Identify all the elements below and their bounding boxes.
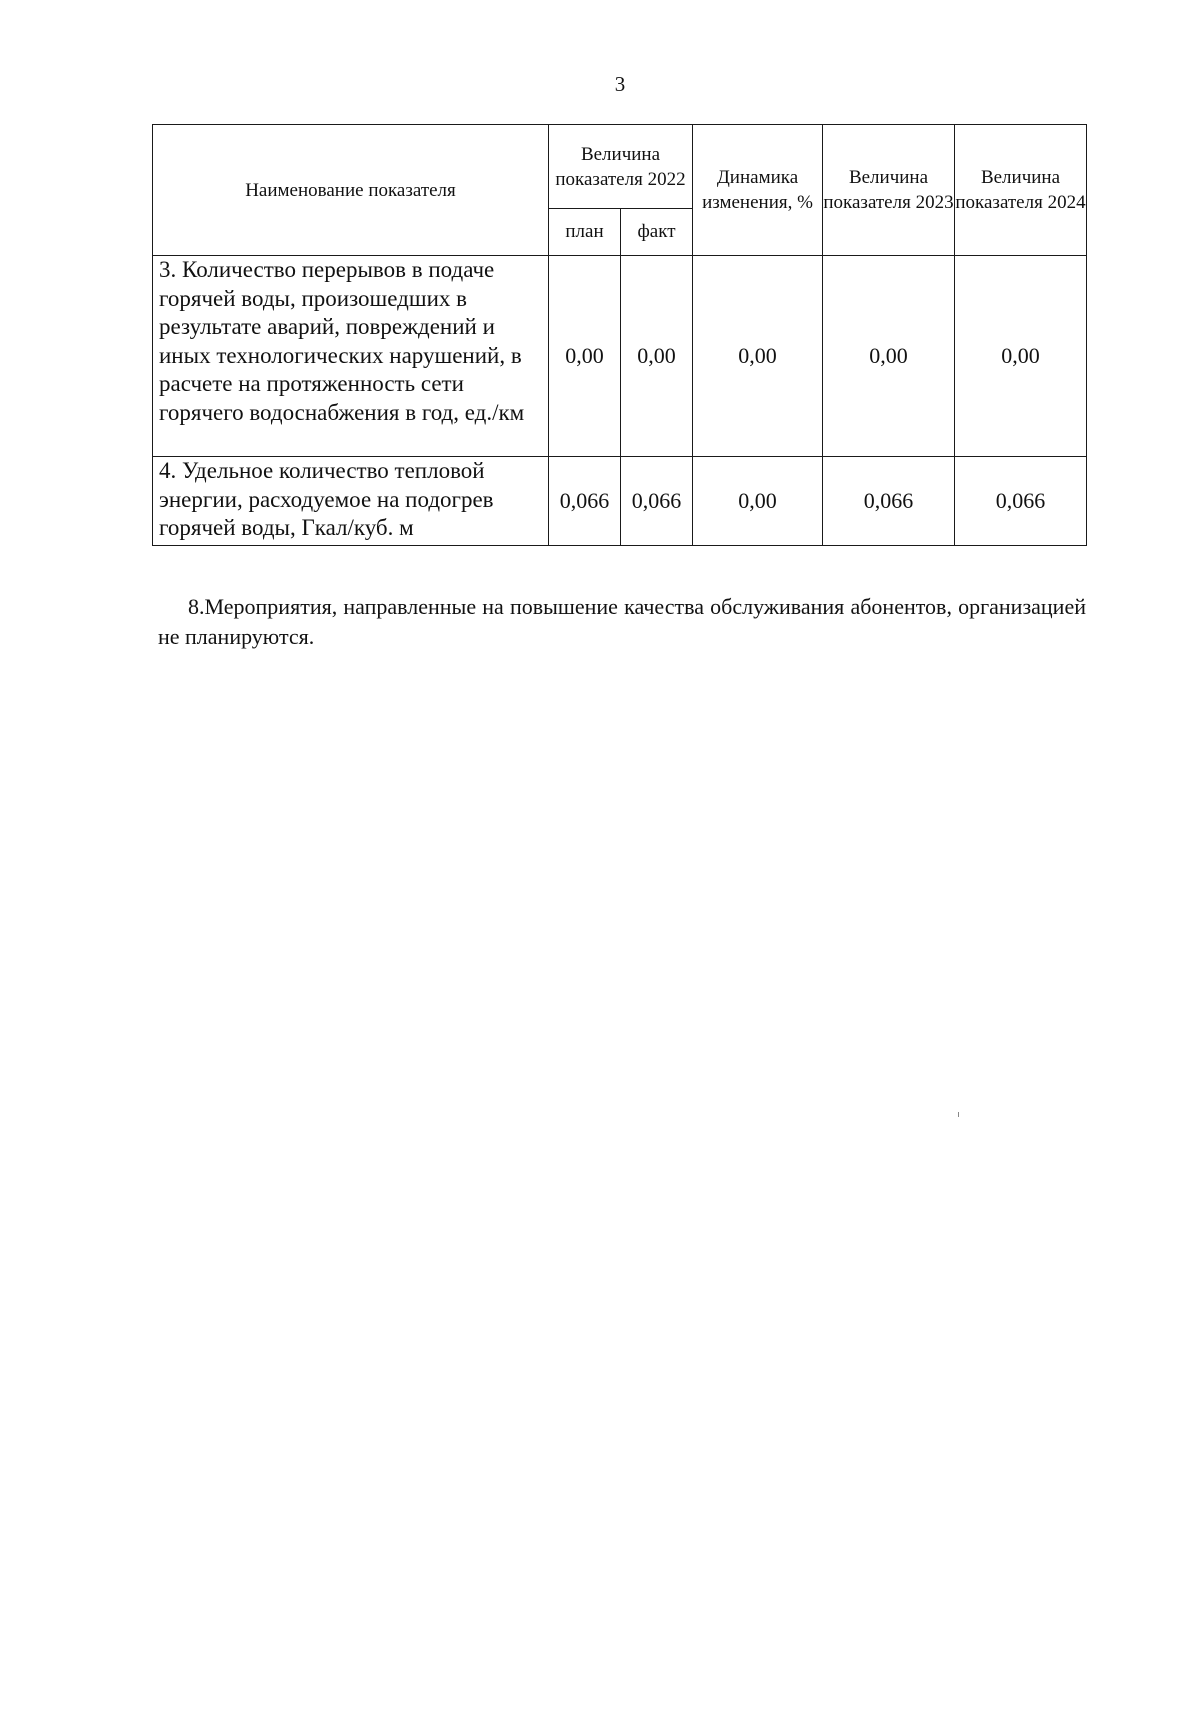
header-value-2022: Величина показателя 2022: [549, 125, 693, 209]
row-4-plan-2022: 0,066: [549, 457, 621, 546]
page-number: 3: [614, 72, 626, 96]
header-plan: план: [549, 209, 621, 256]
row-3-plan-2022: 0,00: [549, 256, 621, 457]
scan-speck: [958, 1112, 959, 1117]
row-4-value-2024: 0,066: [955, 457, 1087, 546]
table-row: [153, 256, 1087, 457]
header-fact: факт: [621, 209, 693, 256]
header-value-2023: Величина показателя 2023: [823, 125, 955, 256]
table-header-row: [153, 125, 1087, 209]
row-4-value-2023: 0,066: [823, 457, 955, 546]
row-4-dynamics: 0,00: [693, 457, 823, 546]
row-4-fact-2022: 0,066: [621, 457, 693, 546]
row-3-value-2023: 0,00: [823, 256, 955, 457]
indicators-table: [152, 124, 1087, 546]
row-4-name: 4. Удельное количество тепловой энергии, расходуемое на подогрев горячей воды, Гкал/куб. м: [153, 457, 549, 546]
row-3-name: 3. Количество перерывов в подаче горячей воды, произошедших в результате аварий, повреждений и иных технологических нарушений, в расчете на протяженность сети горячего водоснабжения в год, ед./км: [153, 256, 549, 457]
row-3-value-2024: 0,00: [955, 256, 1087, 457]
row-3-dynamics: 0,00: [693, 256, 823, 457]
header-dynamics: Динамика изменения, %: [693, 125, 823, 256]
row-3-fact-2022: 0,00: [621, 256, 693, 457]
table-row: [153, 457, 1087, 546]
header-name: Наименование показателя: [153, 125, 549, 256]
measures-paragraph: 8.Мероприятия, направленные на повышение качества обслуживания абонентов, организацией не планируются.: [158, 594, 1086, 649]
header-value-2024: Величина показателя 2024: [955, 125, 1087, 256]
